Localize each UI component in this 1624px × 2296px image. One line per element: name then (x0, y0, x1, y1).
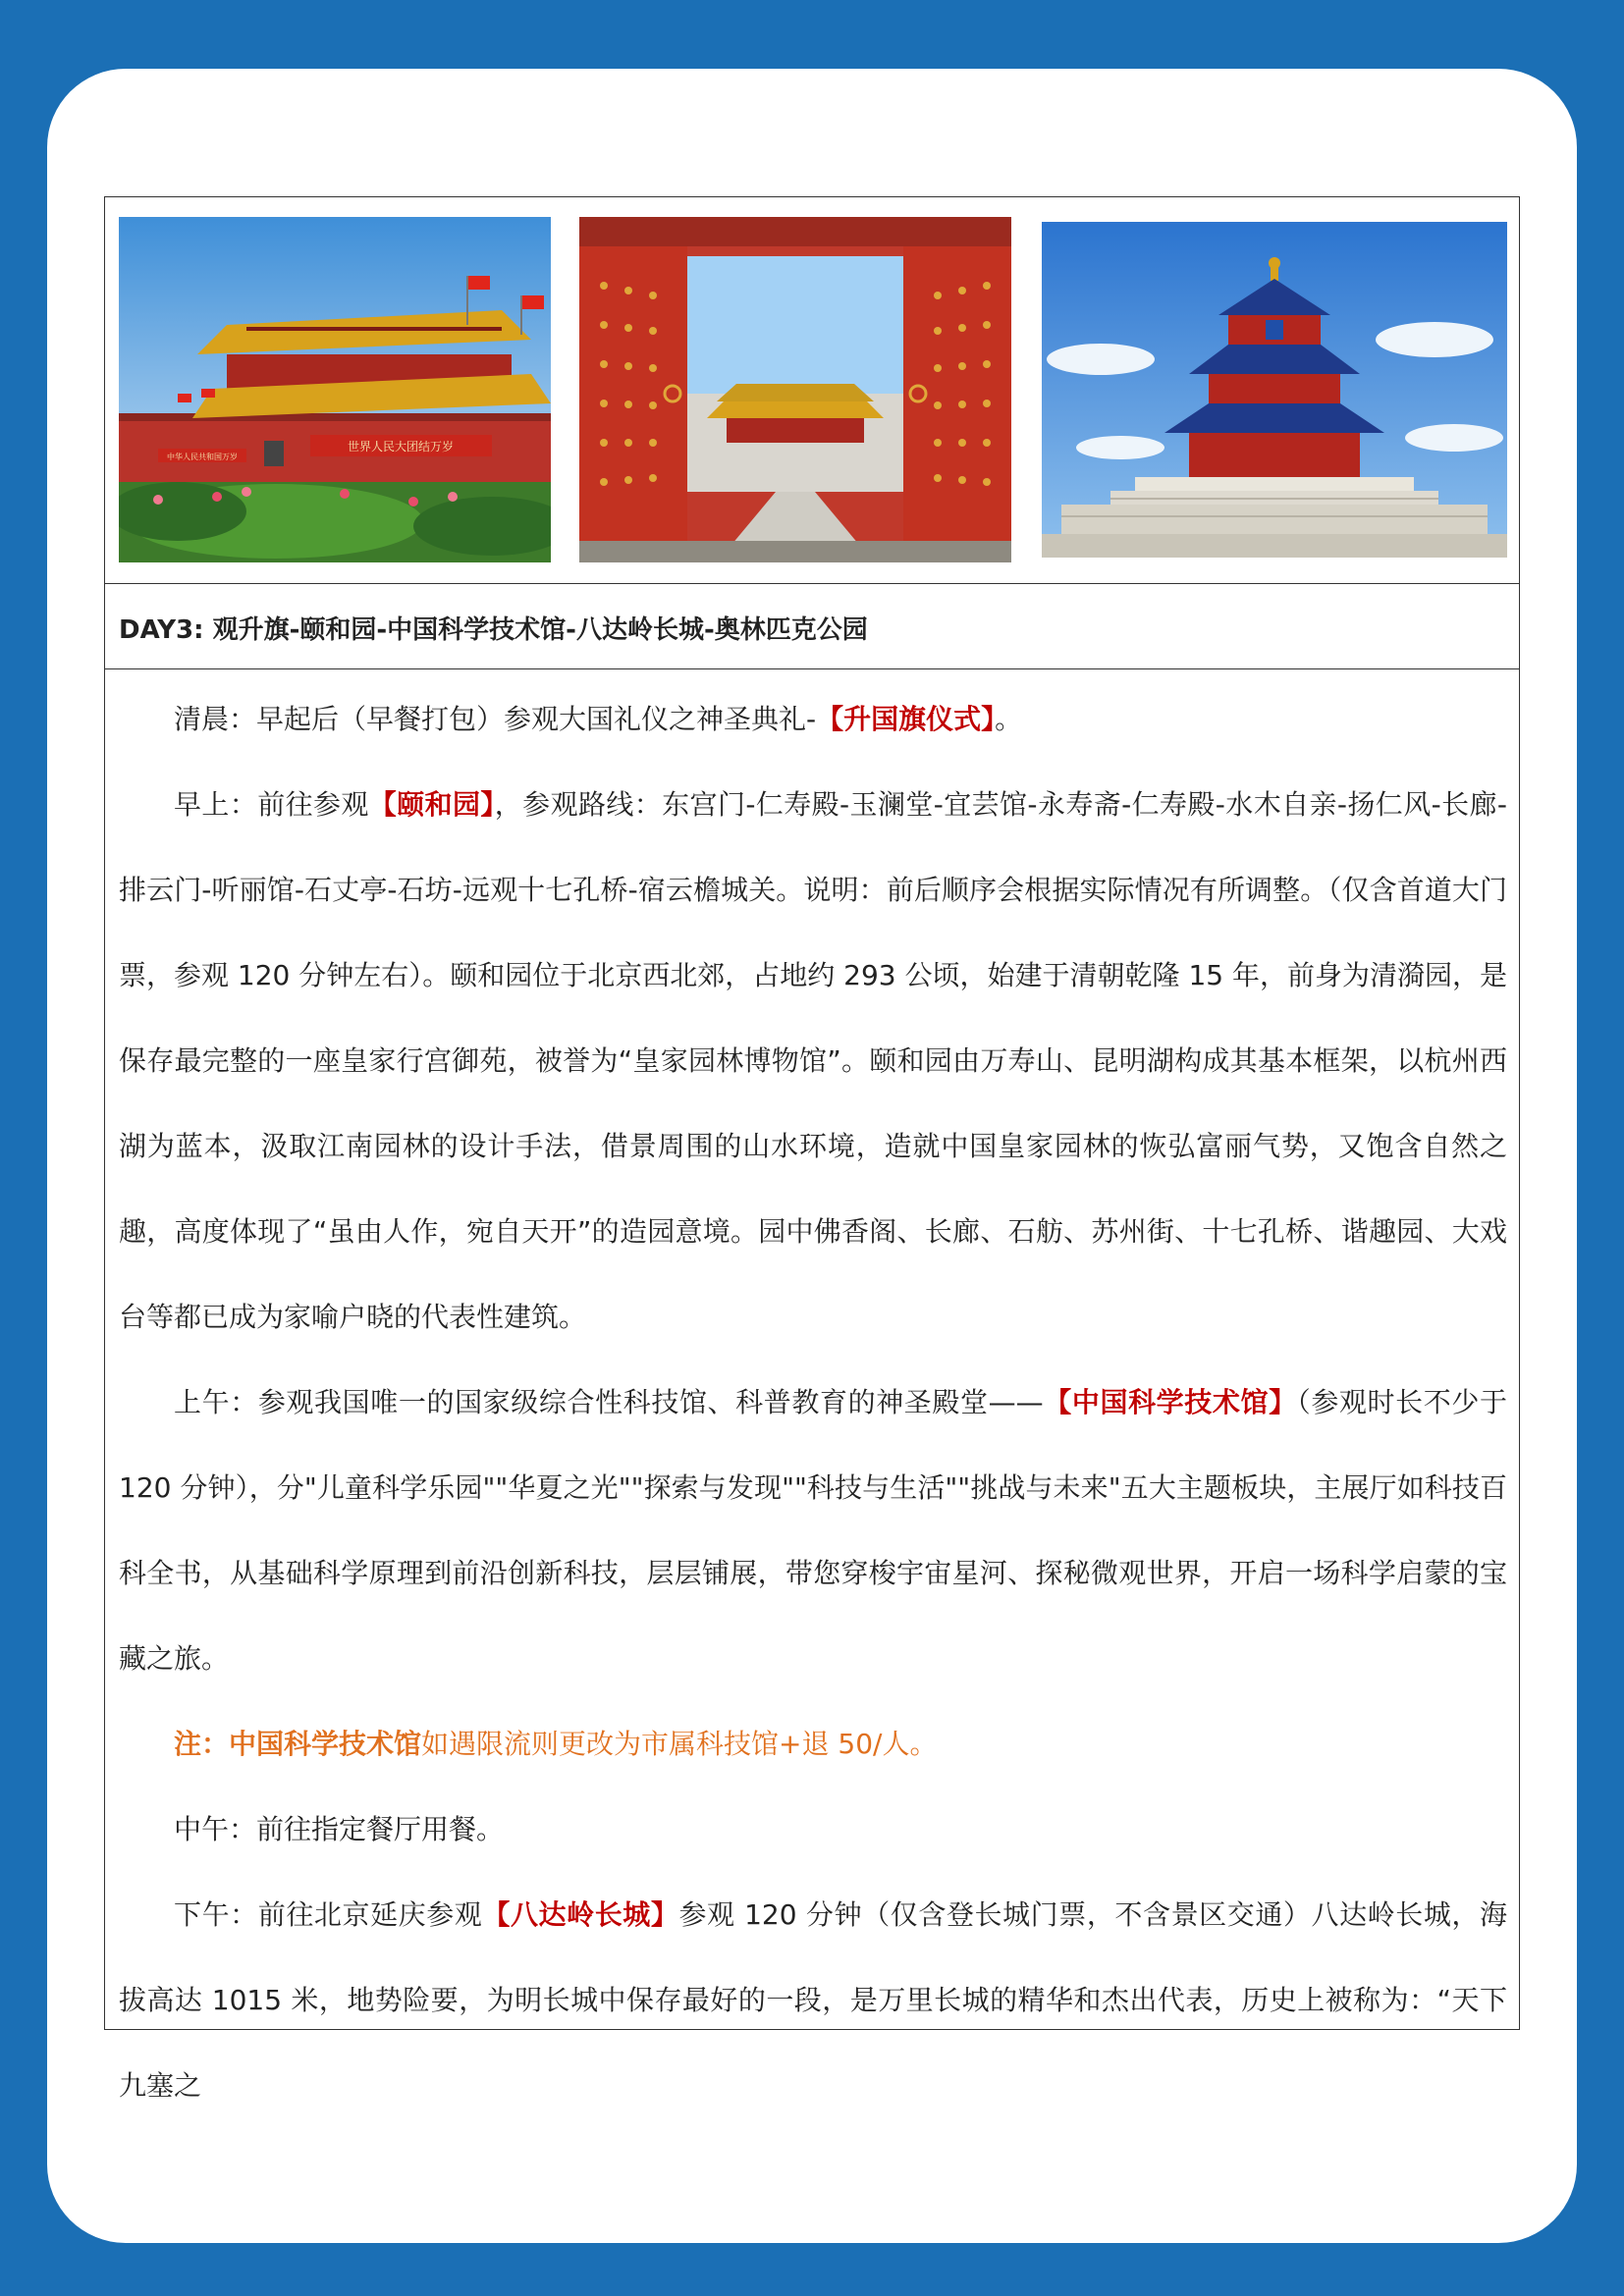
paragraph-great-wall (119, 1872, 1507, 2128)
paragraph-note (119, 1701, 1507, 1787)
paragraph-summer-palace (119, 762, 1507, 1360)
itinerary-body (119, 668, 1507, 2128)
tiananmen-banner-small: 中华人民共和国万岁 (167, 453, 238, 461)
highlight-science-museum: 【中国科学技术馆】 (1043, 1386, 1297, 1418)
text: ，参观路线：东宫门-仁寿殿-玉澜堂-宜芸馆-永寿斋-仁寿殿-水木自亲-扬仁风-长廊-排云门-听丽馆-石丈亭-石坊-远观十七孔桥-宿云檐城关。说明：前后顺序会根据实际情况有所调整。（仅含首道大门票，参观 120 分钟左右）。颐和园位于北京西北郊，占地约 293 公顷，始建于清朝乾隆 15 年，前身为清漪园，是保存最完整的一座皇家行宫御苑，被誉为“皇家园林博物馆”。颐和园由万寿山、昆明湖构成其基本框架，以杭州西湖为蓝本，汲取江南园林的设计手法，借景周围的山水环境，造就中国皇家园林的恢弘富丽气势，又饱含自然之趣，高度体现了“虽由人作，宛自天开”的造园意境。园中佛香阁、长廊、石舫、苏州街、十七孔桥、谐趣园、大戏台等都已成为家喻户晓的代表性建筑。 (119, 788, 1507, 1333)
itinerary-table (104, 196, 1520, 2102)
highlight-summer-palace: 【颐和园】 (368, 788, 495, 821)
day-title: DAY3: 观升旗-颐和园-中国科学技术馆-八达岭长城-奥林匹克公园 (119, 615, 868, 645)
highlight-flag-ceremony: 【升国旗仪式】 (816, 703, 996, 735)
photo-row (105, 197, 1519, 584)
forbidden-city-photo (579, 217, 1011, 562)
text: 下午：前往北京延庆参观 (174, 1898, 483, 1931)
paragraph-lunch: 中午：前往指定餐厅用餐。 (174, 1813, 505, 1845)
text: 清晨：早起后（早餐打包）参观大国礼仪之神圣典礼- (174, 703, 817, 735)
temple-of-heaven-photo (1042, 222, 1507, 558)
text: 早上：前往参观 (174, 788, 369, 821)
note-text: 如遇限流则更改为市属科技馆+退 50/人。 (421, 1728, 938, 1760)
text: 。 (995, 703, 1023, 735)
note-label: 注：中国科学技术馆 (174, 1728, 422, 1760)
text: 参观 120 分钟（仅含登长城门票，不含景区交通）八达岭长城，海拔高达 1015 米，地势险要，为明长城中保存最好的一段，是万里长城的精华和杰出代表，历史上被称为：“天下九塞之 (119, 1898, 1507, 2102)
text: （参观时长不少于 120 分钟），分"儿童科学乐园""华夏之光""探索与发现""科技与生活""挑战与未来"五大主题板块，主展厅如科技百科全书，从基础科学原理到前沿创新科技，层层铺展，带您穿梭宇宙星河、探秘微观世界，开启一场科学启蒙的宝藏之旅。 (119, 1386, 1507, 1675)
tiananmen-photo (119, 217, 551, 562)
paragraph-morning-flag (119, 676, 1507, 762)
text: 上午：参观我国唯一的国家级综合性科技馆、科普教育的神圣殿堂—— (174, 1386, 1044, 1418)
highlight-great-wall: 【八达岭长城】 (482, 1898, 679, 1931)
day-title-row (105, 584, 1519, 669)
tiananmen-banner: 世界人民大团结万岁 (347, 440, 455, 454)
paragraph-science-museum (119, 1360, 1507, 1701)
